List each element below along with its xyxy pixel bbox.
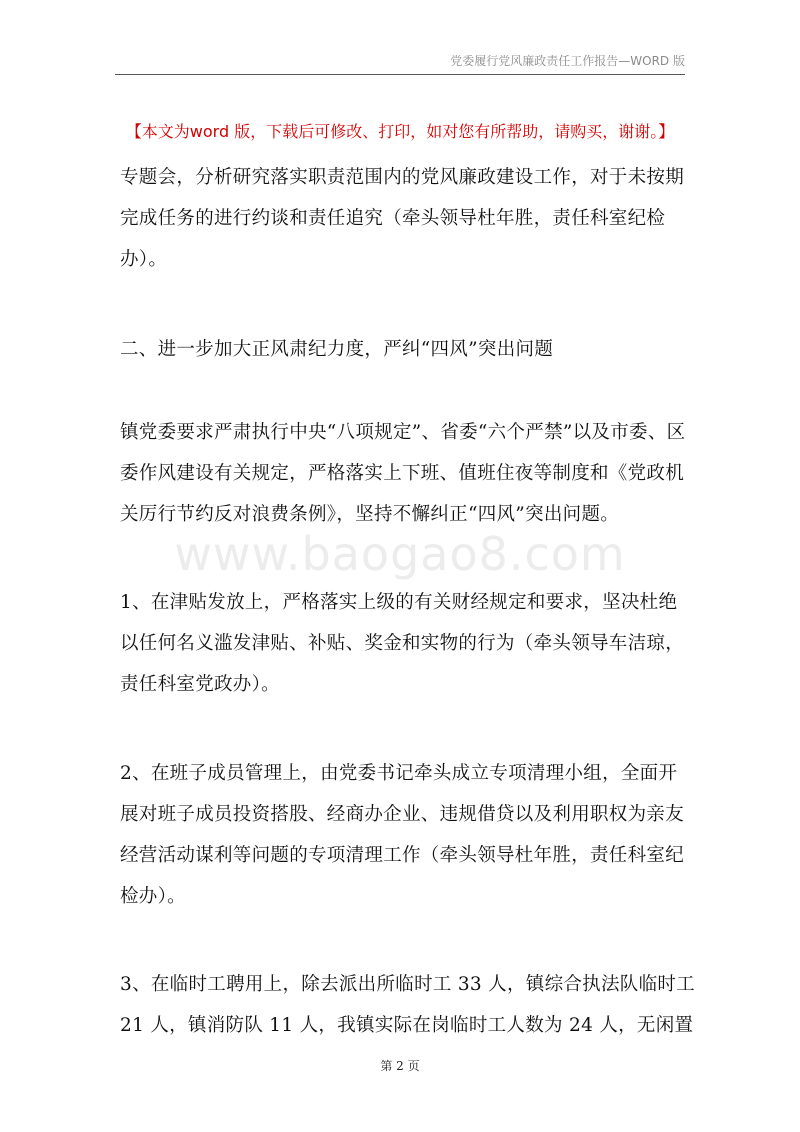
page-number: 第 2 页 bbox=[380, 1059, 420, 1073]
running-header: 党委履行党风廉政责任工作报告—WORD 版 bbox=[450, 54, 685, 68]
watermark-text: www.baogao8.com bbox=[174, 527, 626, 581]
paragraph-item-1: 1、在津贴发放上，严格落实上级的有关财经规定和要求，坚决杜绝以任何名义滥发津贴、补贴、奖金和实物的行为（牵头领导车洁琼，责任科室党政办）。 bbox=[120, 592, 685, 695]
download-notice: 【本文为word 版，下载后可修改、打印，如对您有所帮助，请购买，谢谢。】 bbox=[125, 122, 675, 141]
paragraph-requirements: 镇党委要求严肃执行中央“八项规定”、省委“六个严禁”以及市委、区委作风建设有关规定，严格落实上下班、值班住夜等制度和《党政机关厉行节约反对浪费条例》，坚持不懈纠正“四风”突出问题。 bbox=[120, 422, 686, 525]
paragraph-item-2: 2、在班子成员管理上，由党委书记牵头成立专项清理小组，全面开展对班子成员投资搭股、经商办企业、违规借贷以及利用职权为亲友经营活动谋利等问题的专项清理工作（牵头领导杜年胜，责任科室纪检办）。 bbox=[120, 763, 685, 907]
section-heading-2: 二、进一步加大正风肃纪力度，严纠“四风”突出问题 bbox=[120, 339, 554, 360]
paragraph-continuation: 专题会，分析研究落实职责范围内的党风廉政建设工作，对于未按期完成任务的进行约谈和责任追究（牵头领导杜年胜，责任科室纪检办）。 bbox=[120, 167, 685, 270]
paragraph-item-3: 3、在临时工聘用上，除去派出所临时工 33 人，镇综合执法队临时工 21 人，镇消防队 11 人，我镇实际在岗临时工人数为 24 人，无闲置 bbox=[120, 974, 695, 1036]
header-divider bbox=[115, 74, 685, 75]
